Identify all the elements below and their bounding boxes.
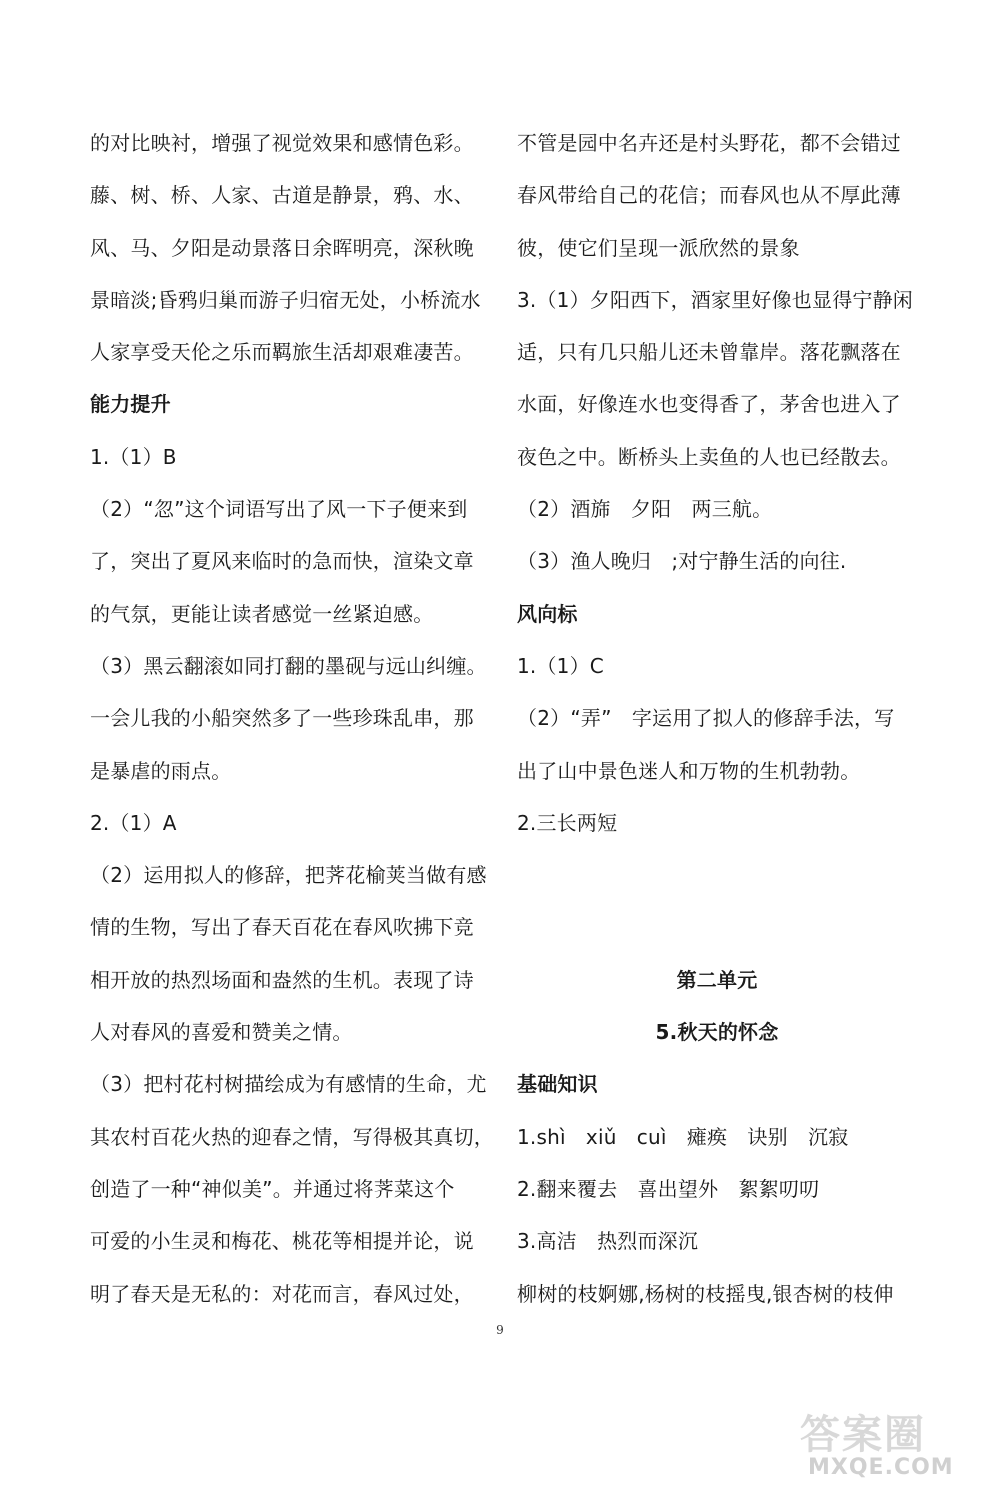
text-line: （2）“弄” 字运用了拟人的修辞手法，写: [517, 706, 895, 731]
section-heading: 5.秋天的怀念: [655, 1020, 779, 1045]
text-line: （3）渔人晚归 ;对宁静生活的向往.: [517, 549, 847, 574]
text-line: 创造了一种“神似美”。并通过将荠菜这个: [90, 1176, 455, 1201]
text-line: 彼，使它们呈现一派欣然的景象: [517, 235, 800, 260]
text-line: 3.高洁 热烈而深沉: [517, 1229, 699, 1254]
text-line: 适，只有几只船儿还未曾靠岸。落花飘落在: [517, 340, 901, 365]
text-line: （3）把村花村树描绘成为有感情的生命，尤: [90, 1072, 487, 1097]
text-line: 风、马、夕阳是动景落日余晖明亮，深秋晚: [90, 235, 474, 260]
section-heading: 风向标: [517, 601, 578, 626]
text-line: [517, 901, 917, 953]
text-line: 出了山中景色迷人和万物的生机勃勃。: [517, 758, 861, 783]
text-line: 水面，好像连水也变得香了，茅舍也进入了: [517, 392, 901, 417]
section-heading: 第二单元: [676, 967, 758, 992]
text-line: （3）黑云翻滚如同打翻的墨砚与远山纠缠。: [90, 653, 487, 678]
text-line: 春风带给自己的花信；而春风也从不厚此薄: [517, 183, 901, 208]
text-line: （2）运用拟人的修辞，把荠花榆荚当做有感: [90, 863, 487, 888]
text-line: 明了春天是无私的：对花而言，春风过处，: [90, 1281, 474, 1306]
text-line: 2.翻来覆去 喜出望外 絮絮叨叨: [517, 1176, 820, 1201]
left-column: [90, 117, 494, 1320]
text-line: 藤、树、桥、人家、古道是静景，鸦、水、: [90, 183, 474, 208]
text-line: 是暴虐的雨点。: [90, 758, 232, 783]
watermark-url: MXQE.COM: [808, 1455, 954, 1480]
text-line: 情的生物，写出了春天百花在春风吹拂下竞: [90, 915, 474, 940]
text-line: 夜色之中。断桥头上卖鱼的人也已经散去。: [517, 444, 901, 469]
watermark-logo: [800, 1403, 985, 1485]
page-number: 9: [496, 1323, 504, 1337]
text-line: 的对比映衬，增强了视觉效果和感情色彩。: [90, 131, 474, 155]
text-line: 2.三长两短: [517, 810, 618, 835]
section-heading: 基础知识: [517, 1072, 598, 1097]
text-line: 2.（1）A: [90, 810, 177, 835]
text-line: 可爱的小生灵和梅花、桃花等相提并论，说: [90, 1229, 474, 1254]
text-line: 景暗淡;昏鸦归巢而游子归宿无处，小桥流水: [90, 287, 481, 312]
text-line: 其农村百花火热的迎春之情，写得极其真切，: [90, 1124, 494, 1149]
text-line: （2）“忽”这个词语写出了风一下子便来到: [90, 497, 468, 522]
text-line: 的气氛，更能让读者感觉一丝紧迫感。: [90, 601, 434, 626]
text-line: 柳树的枝婀娜,杨树的枝摇曳,银杏树的枝伸: [517, 1281, 894, 1306]
text-line: （2）酒旆 夕阳 两三航。: [517, 497, 773, 522]
text-line: [517, 849, 917, 901]
text-line: 3.（1）夕阳西下，酒家里好像也显得宁静闲: [517, 287, 914, 312]
right-column: [517, 117, 917, 1320]
text-line: 1.（1）C: [517, 653, 604, 678]
section-heading: 能力提升: [90, 392, 171, 417]
text-line: 人对春风的喜爱和赞美之情。: [90, 1020, 353, 1045]
text-line: 了，突出了夏风来临时的急而快，渲染文章: [90, 549, 474, 574]
watermark-text: 答案圈: [800, 1412, 926, 1458]
text-line: 一会儿我的小船突然多了一些珍珠乱串，那: [90, 706, 474, 731]
text-line: 不管是园中名卉还是村头野花，都不会错过: [517, 131, 901, 155]
text-line: 1.shì xiǔ cuì 瘫痪 诀别 沉寂: [517, 1124, 849, 1149]
text-line: 人家享受天伦之乐而羁旅生活却艰难凄苦。: [90, 340, 474, 365]
text-line: 相开放的热烈场面和盎然的生机。表现了诗: [90, 967, 474, 992]
text-line: 1.（1）B: [90, 444, 177, 469]
